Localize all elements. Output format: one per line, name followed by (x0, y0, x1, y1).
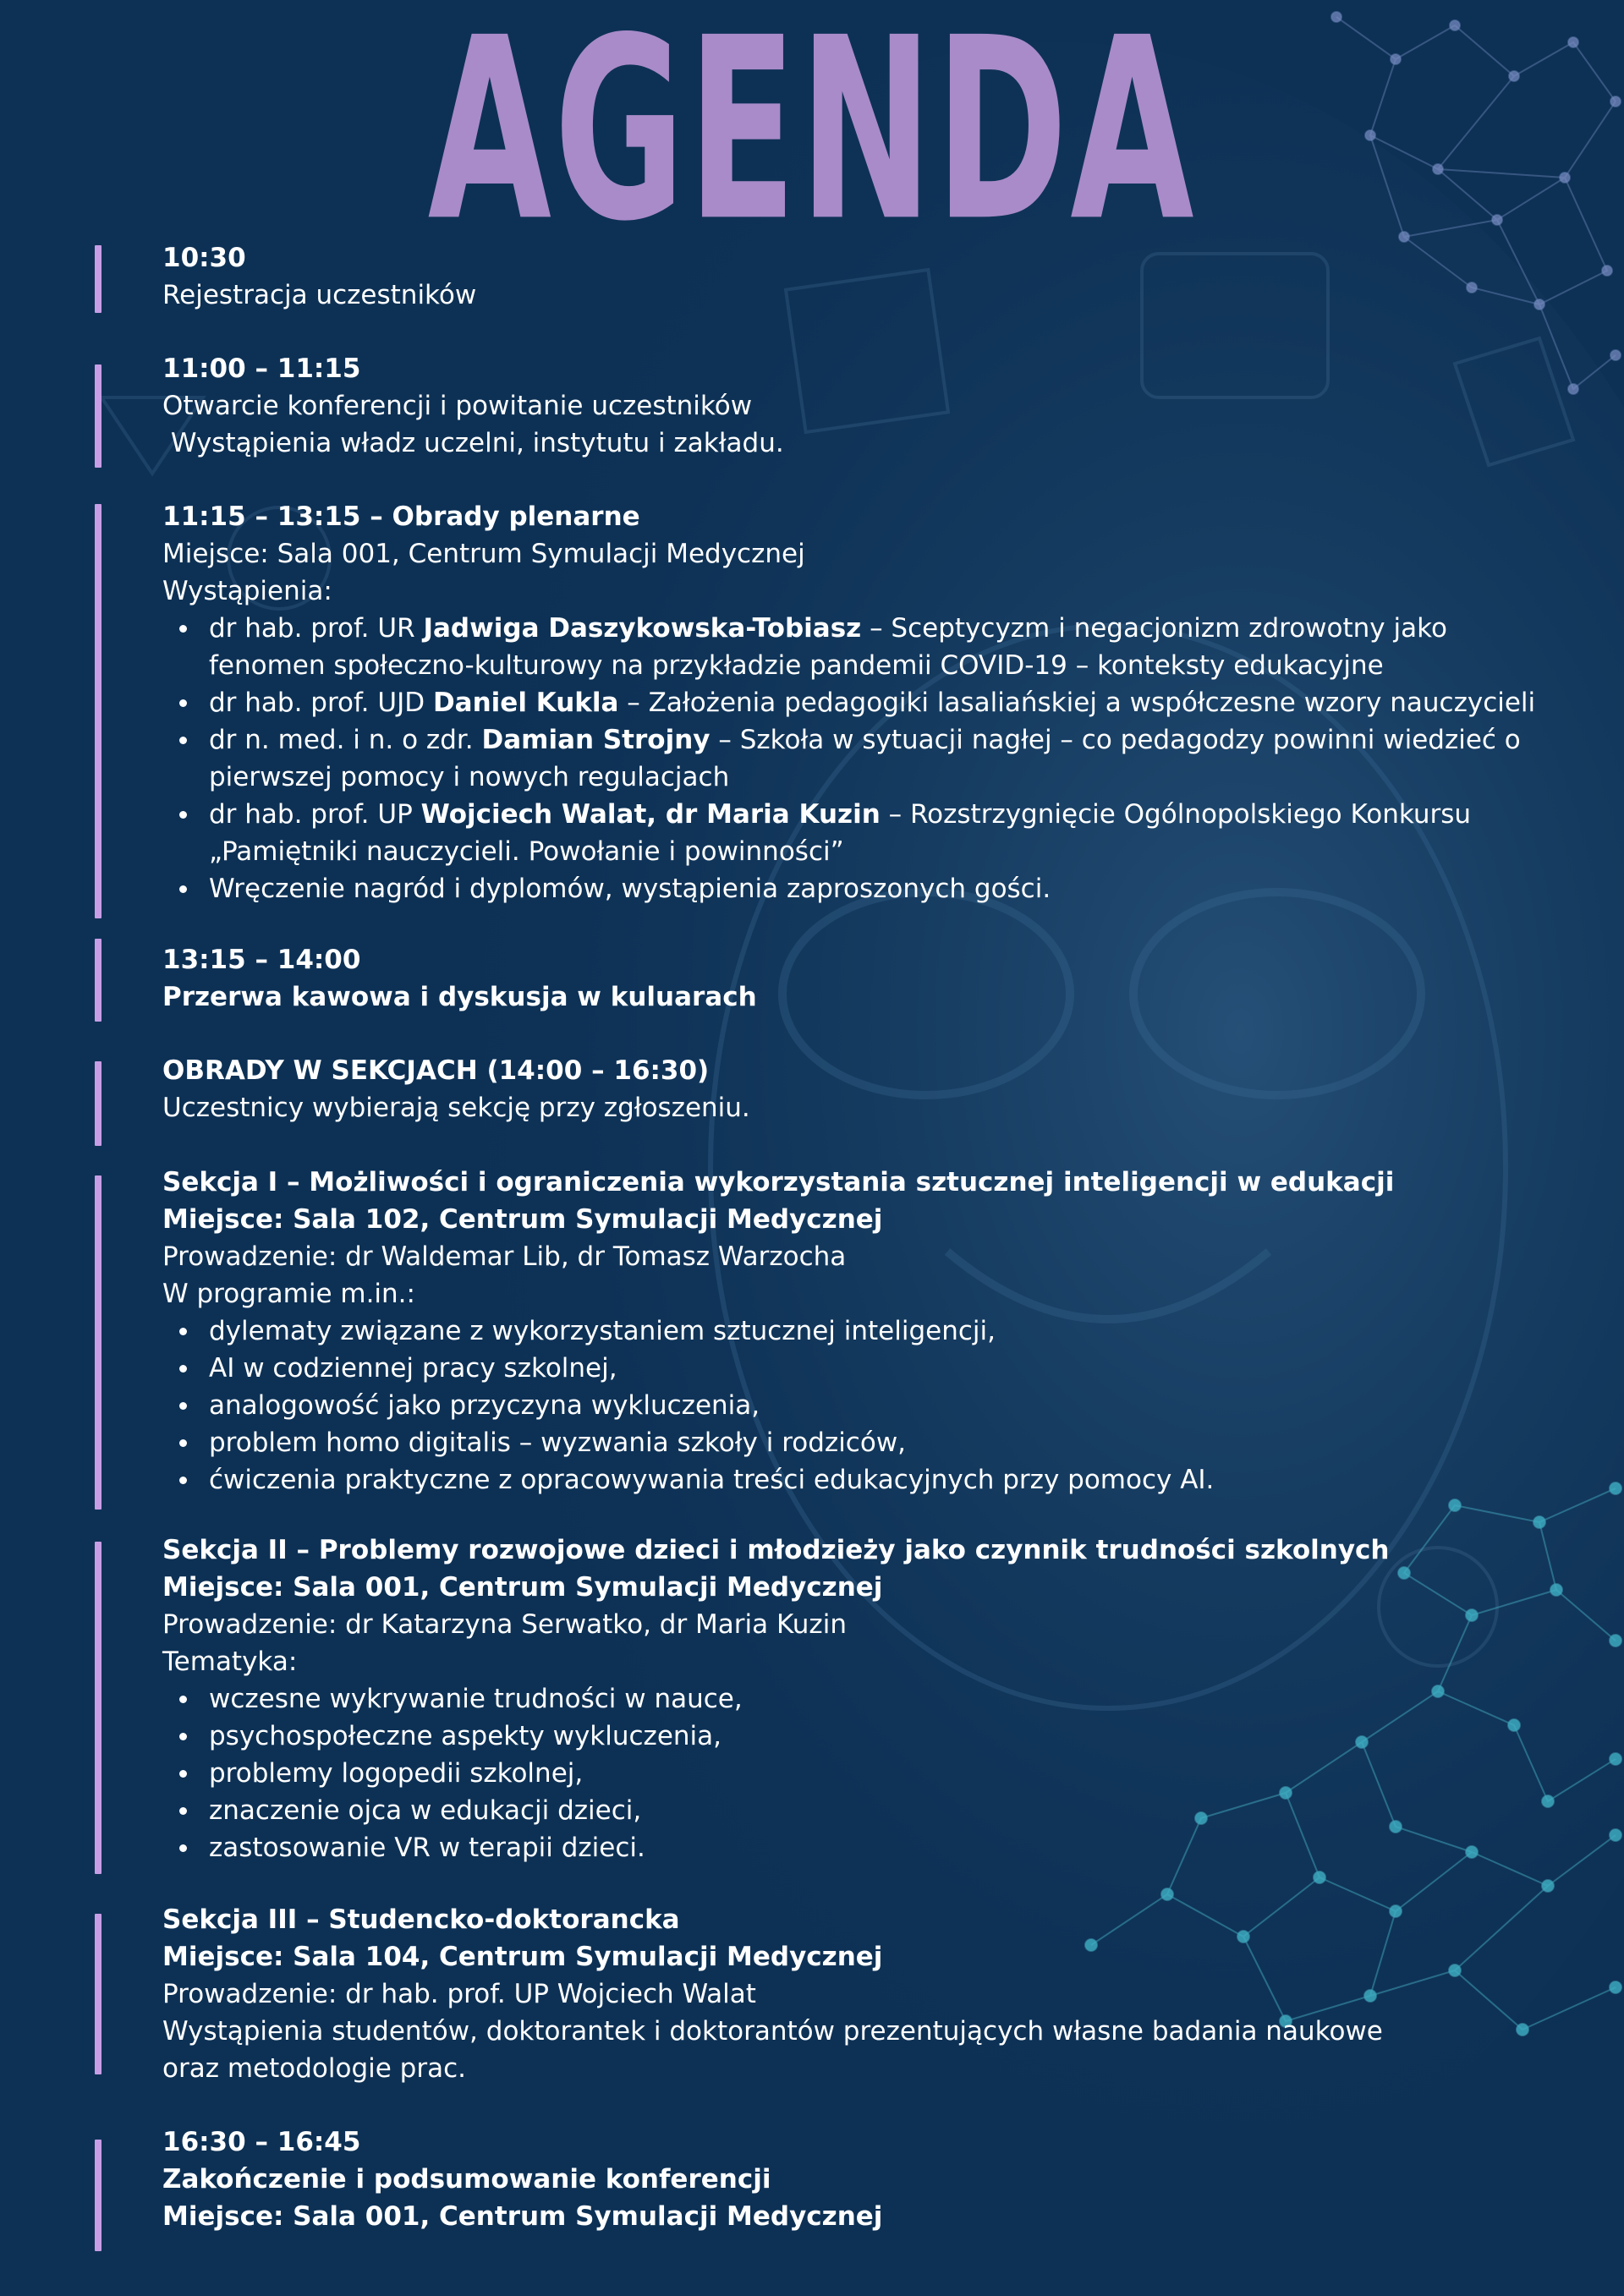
accent-bar-closing (95, 2140, 102, 2251)
talk-speaker-title: dr hab. prof. UJD (209, 688, 433, 718)
talk-topic: – Szkoła w sytuacji nagłej – co pedagodzy powinni wiedzieć o pierwszej pomocy i nowych regulacjach (209, 725, 1521, 792)
talk-item (162, 796, 1545, 870)
talk-speaker-name: Damian Strojny (481, 725, 710, 755)
section-heading: OBRADY W SEKCJACH (14:00 – 16:30) (162, 1055, 710, 1086)
place-label: Miejsce: Sala 001, Centrum Symulacji Medycznej (162, 2201, 883, 2232)
section-heading: Sekcja II – Problemy rozwojowe dzieci i młodzieży jako czynnik trudności szkolnych (162, 1535, 1390, 1565)
accent-bar-section1 (95, 1175, 102, 1510)
agenda-item-opening (162, 350, 1583, 462)
place-label: Miejsce: Sala 001, Centrum Symulacji Medycznej (162, 539, 805, 569)
agenda-item-registration (162, 239, 1583, 314)
accent-bar-section3 (95, 1914, 102, 2074)
agenda-item-closing (162, 2123, 1583, 2235)
list-label: Tematyka: (162, 1647, 298, 1677)
talk-topic: – Założenia pedagogiki lasaliańskiej a współczesne wzory nauczycieli (618, 688, 1536, 718)
talk-item (162, 610, 1545, 684)
accent-bar-plenary (95, 504, 102, 918)
agenda-title-text: AGENDA (427, 0, 1197, 277)
place-label: Miejsce: Sala 102, Centrum Symulacji Medycznej (162, 1204, 883, 1235)
time-label: 13:15 – 14:00 (162, 945, 361, 975)
list-label: W programie m.in.: (162, 1279, 415, 1309)
section-heading: 11:15 – 13:15 – Obrady plenarne (162, 501, 640, 532)
item-description: Otwarcie konferencji i powitanie uczestników (162, 391, 753, 421)
section-heading: Sekcja III – Studencko-doktorancka (162, 1904, 680, 1935)
item-description: Wystąpienia władz uczelni, instytutu i zakładu. (162, 428, 784, 458)
accent-bar-break (95, 939, 102, 1022)
item-description: oraz metodologie prac. (162, 2053, 466, 2084)
accent-bar-registration (95, 245, 102, 313)
talk-speaker-name: Wojciech Walat, dr Maria Kuzin (420, 799, 881, 830)
item-description: Wystąpienia studentów, doktorantek i doktorantów prezentujących własne badania naukowe (162, 2016, 1383, 2047)
item-description: Rejestracja uczestników (162, 280, 477, 310)
leaders-label: Prowadzenie: dr Waldemar Lib, dr Tomasz Warzocha (162, 1241, 847, 1272)
talk-speaker-name: Jadwiga Daszykowska-Tobiasz (423, 613, 862, 644)
agenda-item-section2 (162, 1532, 1583, 1866)
talk-item (162, 684, 1583, 721)
time-label: 16:30 – 16:45 (162, 2127, 361, 2157)
list-label: Wystąpienia: (162, 576, 332, 606)
list-item: problemy logopedii szkolnej, (162, 1755, 1583, 1792)
section1-topics-list (162, 1312, 1583, 1499)
talk-item (162, 721, 1545, 796)
list-item: psychospołeczne aspekty wykluczenia, (162, 1718, 1583, 1755)
list-item: wczesne wykrywanie trudności w nauce, (162, 1680, 1583, 1718)
leaders-label: Prowadzenie: dr Katarzyna Serwatko, dr Maria Kuzin (162, 1609, 847, 1640)
accent-bar-opening (95, 364, 102, 468)
leaders-label: Prowadzenie: dr hab. prof. UP Wojciech Walat (162, 1979, 756, 2009)
place-label: Miejsce: Sala 104, Centrum Symulacji Medycznej (162, 1942, 883, 1972)
item-description: Zakończenie i podsumowanie konferencji (162, 2164, 771, 2195)
agenda-item-sections-intro (162, 1052, 1583, 1126)
talk-item: Wręczenie nagród i dyplomów, wystąpienia zaproszonych gości. (162, 870, 1583, 907)
section-heading: Sekcja I – Możliwości i ograniczenia wykorzystania sztucznej inteligencji w edukacji (162, 1167, 1395, 1197)
talk-topic: – Sceptycyzm i negacjonizm zdrowotny jako fenomen społeczno-kulturowy na przykładzie pandemii COVID-19 – konteksty edukacyjne (209, 613, 1447, 681)
talk-speaker-name: Daniel Kukla (432, 688, 619, 718)
talks-list (162, 610, 1583, 907)
list-item: analogowość jako przyczyna wykluczenia, (162, 1387, 1583, 1424)
agenda-item-section1 (162, 1164, 1583, 1499)
agenda-item-plenary (162, 498, 1583, 907)
section2-topics-list (162, 1680, 1583, 1866)
accent-bar-sections-intro (95, 1061, 102, 1146)
list-item: znaczenie ojca w edukacji dzieci, (162, 1792, 1583, 1829)
list-item: dylematy związane z wykorzystaniem sztucznej inteligencji, (162, 1312, 1583, 1350)
agenda-item-break (162, 941, 1583, 1016)
talk-speaker-title: dr hab. prof. UR (209, 613, 424, 644)
item-description: Przerwa kawowa i dyskusja w kuluarach (162, 982, 757, 1012)
item-description: Uczestnicy wybierają sekcję przy zgłoszeniu. (162, 1093, 750, 1123)
agenda-item-section3 (162, 1901, 1583, 2087)
time-label: 10:30 (162, 243, 246, 273)
list-item: zastosowanie VR w terapii dzieci. (162, 1829, 1583, 1866)
accent-bar-section2 (95, 1542, 102, 1874)
list-item: problem homo digitalis – wyzwania szkoły i rodziców, (162, 1424, 1583, 1461)
place-label: Miejsce: Sala 001, Centrum Symulacji Medycznej (162, 1572, 883, 1603)
talk-speaker-title: dr n. med. i n. o zdr. (209, 725, 482, 755)
time-label: 11:00 – 11:15 (162, 353, 361, 384)
talk-speaker-title: dr hab. prof. UP (209, 799, 421, 830)
talk-topic: – Rozstrzygnięcie Ogólnopolskiego Konkursu „Pamiętniki nauczycieli. Powołanie i powinności” (209, 799, 1472, 867)
list-item: AI w codziennej pracy szkolnej, (162, 1350, 1583, 1387)
list-item: ćwiczenia praktyczne z opracowywania treści edukacyjnych przy pomocy AI. (162, 1461, 1583, 1499)
